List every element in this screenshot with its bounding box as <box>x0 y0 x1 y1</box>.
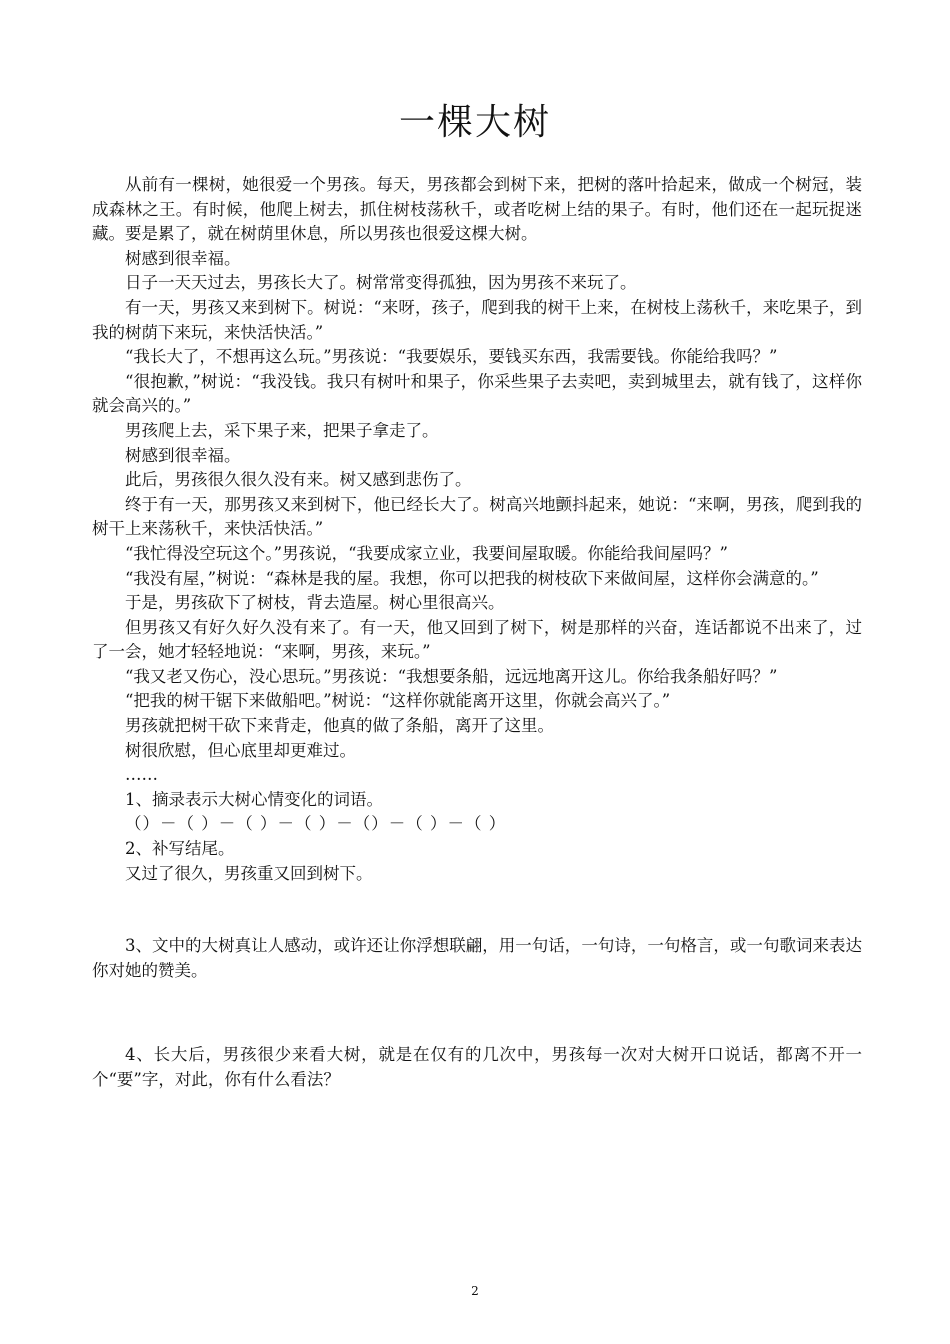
story-ellipsis: …… <box>125 765 158 785</box>
question-2: 2、补写结尾。 <box>125 839 235 859</box>
story-paragraph: “很抱歉，”树说：“我没钱。我只有树叶和果子，你采些果子去卖吧，卖到城里去，就有钱了，这样你就会高兴的。” <box>92 371 862 416</box>
story-paragraph: 但男孩又有好久好久没有来了。有一天，他又回到了树下，树是那样的兴奋，连话都说不出来了，过了一会，她才轻轻地说：“来啊，男孩，来玩。” <box>92 617 862 662</box>
page-title: 一棵大树 <box>398 102 551 143</box>
story-paragraph: 男孩就把树干砍下来背走，他真的做了条船，离开了这里。 <box>125 716 554 736</box>
story-paragraph: 从前有一棵树，她很爱一个男孩。每天，男孩都会到树下来，把树的落叶拾起来，做成一个树冠，装成森林之王。有时候，他爬上树去，抓住树枝荡秋千，或者吃树上结的果子。有时，他们还在一起玩捉迷藏。要是累了，就在树荫里休息，所以男孩也很爱这棵大树。 <box>92 175 862 244</box>
question-4: 4、长大后，男孩很少来看大树，就是在仅有的几次中，男孩每一次对大树开口说话，都离不开一个“要”字，对此，你有什么看法？ <box>92 1045 862 1089</box>
story-paragraph: 日子一天天过去，男孩长大了。树常常变得孤独，因为男孩不来玩了。 <box>125 273 637 293</box>
story-paragraph: “我忙得没空玩这个。”男孩说，“我要成家立业，我要间屋取暖。你能给我间屋吗？” <box>125 543 728 563</box>
story-paragraph: “我长大了，不想再这么玩。”男孩说：“我要娱乐，要钱买东西，我需要钱。你能给我吗？” <box>125 347 778 367</box>
question-1: 1、摘录表示大树心情变化的词语。 <box>125 789 383 809</box>
page-number: 2 <box>471 1284 479 1298</box>
story-content <box>92 173 862 1093</box>
story-paragraph: 此后，男孩很久很久没有来。树又感到悲伤了。 <box>125 470 472 490</box>
story-paragraph: 于是，男孩砍下了树枝，背去造屋。树心里很高兴。 <box>125 593 505 613</box>
story-paragraph: “我没有屋，”树说：“森林是我的屋。我想，你可以把我的树枝砍下来做间屋，这样你会满意的。” <box>125 568 819 588</box>
question-1-blanks: （）－（ ）－（ ）－（ ）－（）－（ ）－（ ） <box>125 814 507 834</box>
story-paragraph: “把我的树干锯下来做船吧。”树说：“这样你就能离开这里，你就会高兴了。” <box>125 691 671 711</box>
story-paragraph: 有一天，男孩又来到树下。树说：“来呀，孩子，爬到我的树干上来，在树枝上荡秋千，来吃果子，到我的树荫下来玩，来快活快活。” <box>92 297 862 342</box>
story-paragraph: 树感到很幸福。 <box>125 248 241 268</box>
story-paragraph: 树很欣慰，但心底里却更难过。 <box>125 740 356 760</box>
story-paragraph: 终于有一天，那男孩又来到树下，他已经长大了。树高兴地颤抖起来，她说：“来啊，男孩，爬到我的树干上来荡秋千，来快活快活。” <box>92 494 862 539</box>
question-3: 3、文中的大树真让人感动，或许还让你浮想联翩，用一句话，一句诗，一句格言，或一句歌词来表达你对她的赞美。 <box>92 936 862 980</box>
answer-space <box>92 886 862 934</box>
question-2-prompt: 又过了很久，男孩重又回到树下。 <box>125 863 373 883</box>
story-paragraph: “我又老又伤心，没心思玩。”男孩说：“我想要条船，远远地离开这儿。你给我条船好吗？” <box>125 666 778 686</box>
answer-space <box>92 983 862 1043</box>
story-paragraph: 男孩爬上去，采下果子来，把果子拿走了。 <box>125 420 439 440</box>
story-paragraph: 树感到很幸福。 <box>125 445 241 465</box>
